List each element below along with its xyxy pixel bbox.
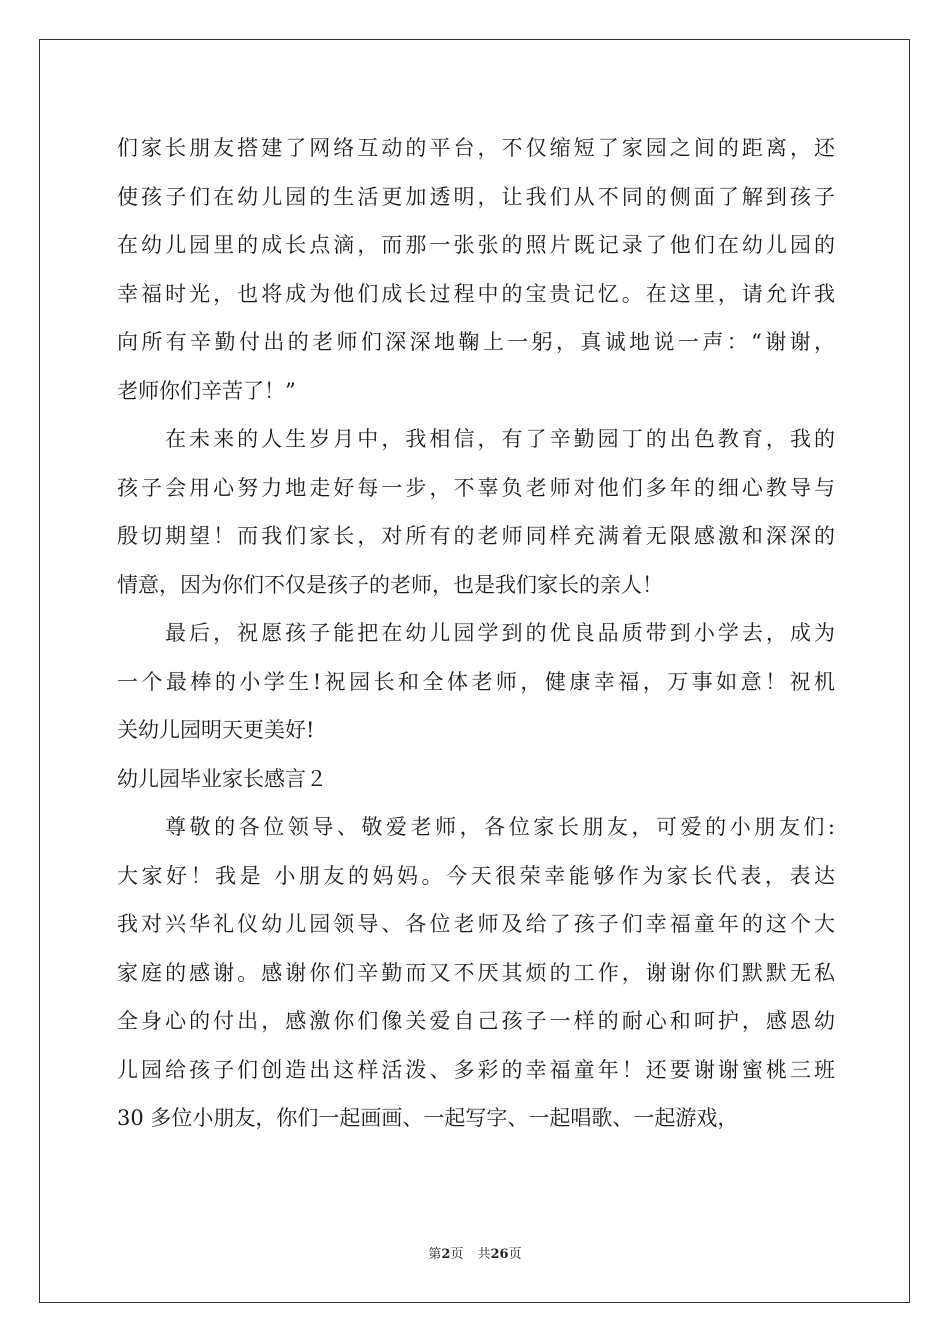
text-line: 孩子会用心努力地走好每一步，不辜负老师对他们多年的细心教导与 — [117, 475, 835, 500]
current-page-number: 2 — [441, 1247, 451, 1262]
page-label-prefix: 第 — [428, 1247, 442, 1262]
text-line: 家庭的感谢。感谢你们辛勤而又不厌其烦的工作，谢谢你们默默无私 — [117, 960, 835, 985]
text-line: 在未来的人生岁月中，我相信，有了辛勤园丁的出色教育，我的 — [165, 427, 835, 451]
text-line: 向所有辛勤付出的老师们深深地鞠上一躬，真诚地说一声：“谢谢， — [117, 330, 835, 354]
total-page-number: 26 — [490, 1247, 509, 1262]
paragraph — [117, 124, 835, 415]
text-line: 30 多位小朋友，你们一起画画、一起写字、一起唱歌、一起游戏， — [117, 1106, 739, 1130]
text-line: 幸福时光，也将成为他们成长过程中的宝贵记忆。在这里，请允许我 — [117, 281, 835, 306]
text-line: 殷切期望！而我们家长，对所有的老师同样充满着无限感激和深深的 — [117, 524, 835, 548]
document-body — [117, 124, 835, 1143]
text-line: 使孩子们在幼儿园的生活更加透明，让我们从不同的侧面了解到孩子 — [117, 184, 835, 209]
text-line: 最后，祝愿孩子能把在幼儿园学到的优良品质带到小学去，成为 — [165, 621, 835, 645]
text-line: 儿园给孩子们创造出这样活泼、多彩的幸福童年！还要谢谢蜜桃三班 — [117, 1057, 835, 1082]
text-line: 一个最棒的小学生!祝园长和全体老师，健康幸福，万事如意！祝机 — [117, 669, 835, 694]
total-label-unit: 页 — [508, 1247, 522, 1262]
page-footer — [0, 1246, 950, 1264]
text-line: 我对兴华礼仪幼儿园领导、各位老师及给了孩子们幸福童年的这个大 — [117, 912, 835, 936]
text-line: 尊敬的各位领导、敬爱老师，各位家长朋友，可爱的小朋友们: — [165, 815, 835, 839]
total-label-prefix: 共 — [477, 1247, 491, 1262]
text-line: 在幼儿园里的成长点滴，而那一张张的照片既记录了他们在幼儿园的 — [117, 233, 835, 257]
page-label-unit: 页 — [450, 1247, 464, 1262]
heading-text: 幼儿园毕业家长感言２ — [117, 766, 327, 791]
text-line: 关幼儿园明天更美好! — [117, 718, 315, 742]
text-line: 全身心的付出，感激你们像关爱自己孩子一样的耐心和呵护，感恩幼 — [117, 1009, 835, 1033]
text-line: 情意，因为你们不仅是孩子的老师，也是我们家长的亲人！ — [117, 572, 663, 597]
paragraph — [117, 803, 835, 1143]
section-heading — [117, 755, 835, 804]
text-line: 大家好！我是 小朋友的妈妈。今天很荣幸能够作为家长代表，表达 — [117, 863, 835, 888]
text-line: 老师你们辛苦了！” — [117, 378, 296, 403]
paragraph — [117, 609, 835, 755]
text-line: 们家长朋友搭建了网络互动的平台，不仅缩短了家园之间的距离，还 — [117, 136, 835, 160]
paragraph — [117, 415, 835, 609]
